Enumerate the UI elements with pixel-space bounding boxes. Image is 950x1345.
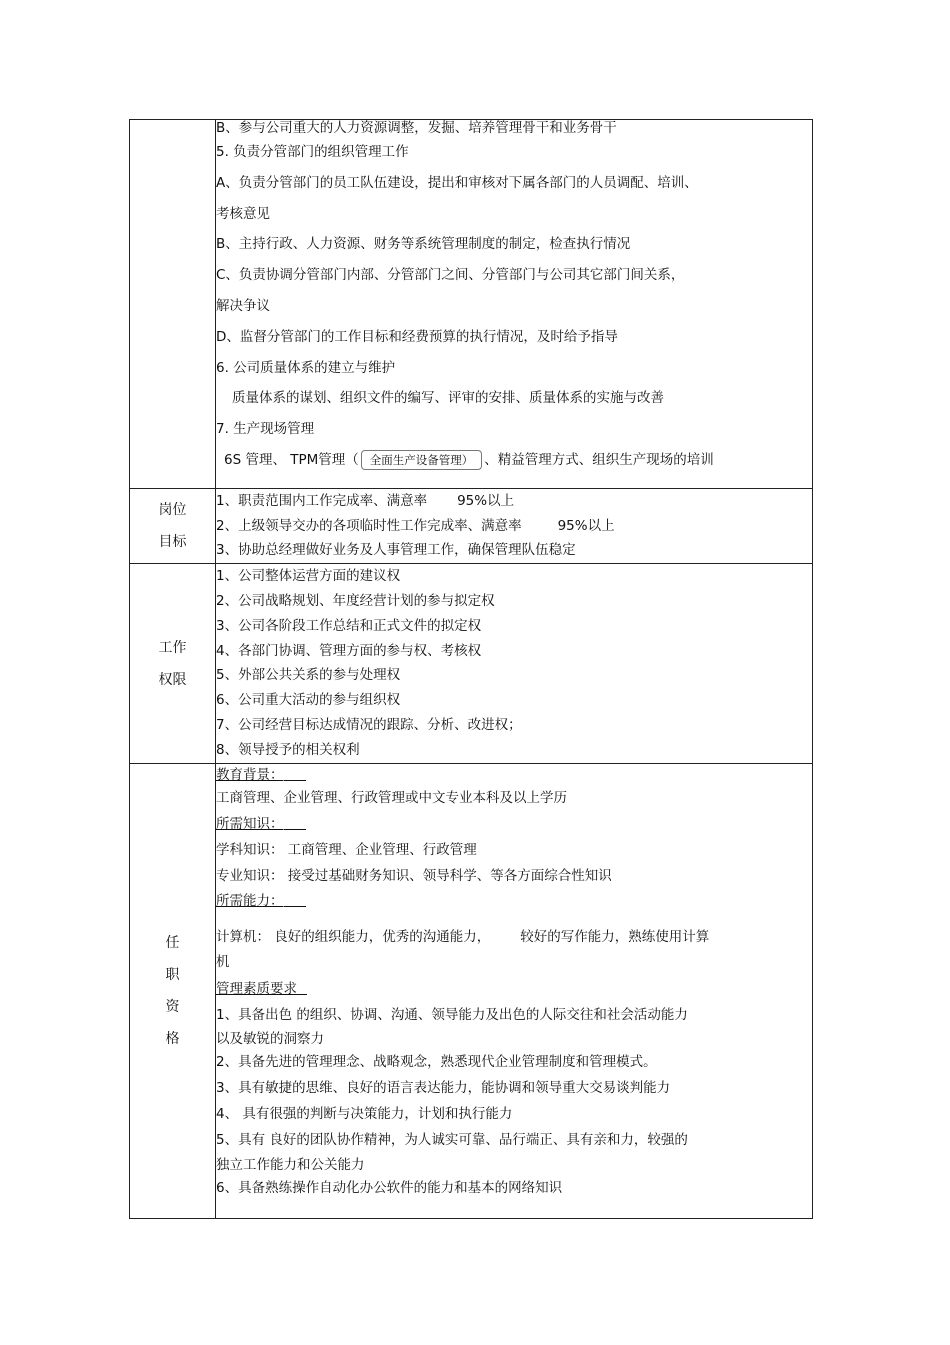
goal-item: 3、协助总经理做好业务及人事管理工作，确保管理队伍稳定 [216, 542, 576, 559]
authority-item: 2、公司战略规划、年度经营计划的参与拟定权 [216, 592, 495, 609]
goal-text: 2、上级领导交办的各项临时性工作完成率、满意率 [216, 517, 522, 534]
goals-row [130, 489, 813, 564]
mgmt-item: 1、具备出色 的组织、协调、沟通、领导能力及出色的人际交往和社会活动能力 [216, 1006, 688, 1023]
qualifications-label-cell [130, 764, 216, 1219]
duties-label-cell [130, 120, 216, 489]
authority-content [216, 564, 813, 764]
duty-6s-text-tail: 、精益管理方式、组织生产现场的培训 [484, 451, 714, 468]
duty-line: 考核意见 [216, 205, 270, 222]
authority-item: 8、领导授予的相关权利 [216, 741, 360, 758]
ability-heading-line [216, 889, 812, 915]
authority-item: 1、公司整体运营方面的建议权 [216, 568, 401, 585]
duty-line-6s [216, 445, 812, 476]
qualifications-label: 资 [165, 999, 180, 1016]
goal-value: 95%以上 [457, 493, 515, 509]
ability-text: 计算机： 良好的组织能力，优秀的沟通能力， [216, 929, 491, 946]
duty-line: B、参与公司重大的人力资源调整，发掘、培养管理骨干和业务骨干 [216, 120, 617, 136]
tpm-annotation-box: 全面生产设备管理） [361, 450, 483, 470]
mgmt-item: 3、具有敏捷的思维、良好的语言表达能力，能协调和领导重大交易谈判能力 [216, 1080, 671, 1097]
goal-value: 95%以上 [557, 517, 615, 534]
goal-text: 1、职责范围内工作完成率、满意率 [216, 493, 428, 509]
authority-item: 4、各部门协调、管理方面的参与权、考核权 [216, 642, 482, 659]
knowledge-professional: 专业知识： 接受过基础财务知识、领导科学、等各方面综合性知识 [216, 867, 612, 884]
edu-heading-line [216, 764, 812, 786]
goals-label: 目标 [158, 534, 187, 551]
duty-line: 5. 负责分管部门的组织管理工作 [216, 144, 409, 160]
duties-row [130, 120, 813, 489]
duty-line: C、负责协调分管部门内部、分管部门之间、分管部门与公司其它部门间关系， [216, 267, 685, 284]
duty-6s-text: 6S 管理、 TPM管理（ [224, 451, 359, 468]
mgmt-item-cont: 独立工作能力和公关能力 [216, 1156, 365, 1173]
knowledge-heading: 所需知识： [216, 815, 284, 832]
mgmt-item: 2、具备先进的管理理念、战略观念，熟悉现代企业管理制度和管理模式。 [216, 1054, 657, 1071]
mgmt-item: 4、 具有很强的判断与决策能力，计划和执行能力 [216, 1106, 513, 1123]
authority-item: 7、公司经营目标达成情况的跟踪、分析、改进权； [216, 716, 522, 733]
goals-content [216, 489, 813, 564]
duty-line: 6. 公司质量体系的建立与维护 [216, 359, 396, 376]
mgmt-item: 5、具有 良好的团队协作精神，为人诚实可靠、品行端正、具有亲和力，较强的 [216, 1131, 688, 1148]
goals-label: 岗位 [158, 502, 187, 519]
qualifications-label: 格 [165, 1031, 180, 1048]
authority-label-cell [130, 564, 216, 764]
mgmt-item-cont: 以及敏锐的洞察力 [216, 1031, 324, 1048]
goal-item [216, 489, 812, 514]
mgmt-item: 6、具备熟练操作自动化办公软件的能力和基本的网络知识 [216, 1179, 563, 1196]
ability-computer-cont: 机 [216, 953, 230, 970]
duty-line: 质量体系的谋划、组织文件的编写、评审的安排、质量体系的实施与改善 [232, 390, 664, 407]
duty-line: B、主持行政、人力资源、财务等系统管理制度的制定，检查执行情况 [216, 236, 631, 253]
authority-row [130, 564, 813, 764]
authority-item: 5、外部公共关系的参与处理权 [216, 667, 401, 684]
qualifications-content [216, 764, 813, 1219]
ability-computer [216, 925, 812, 951]
knowledge-heading-line [216, 812, 812, 838]
edu-text: 工商管理、企业管理、行政管理或中文专业本科及以上学历 [216, 790, 567, 807]
authority-item: 3、公司各阶段工作总结和正式文件的拟定权 [216, 617, 482, 634]
qualifications-row [130, 764, 813, 1219]
knowledge-subject: 学科知识： 工商管理、企业管理、行政管理 [216, 841, 477, 858]
ability-text: 较好的写作能力，熟练使用计算 [520, 929, 710, 946]
duty-line: 7. 生产现场管理 [216, 421, 315, 438]
mgmt-heading-line [216, 977, 812, 1003]
duties-content [216, 120, 813, 489]
qualifications-label: 职 [165, 967, 180, 984]
authority-label: 工作 [158, 639, 187, 656]
edu-heading: 教育背景： [216, 767, 284, 784]
authority-label: 权限 [158, 671, 187, 688]
qualifications-label: 任 [165, 935, 180, 952]
duty-line: 解决争议 [216, 297, 270, 314]
goals-label-cell [130, 489, 216, 564]
mgmt-heading: 管理素质要求 [216, 980, 297, 997]
goal-item [216, 514, 812, 539]
duty-line: D、监督分管部门的工作目标和经费预算的执行情况，及时给予指导 [216, 328, 618, 345]
authority-item: 6、公司重大活动的参与组织权 [216, 692, 401, 709]
ability-heading: 所需能力： [216, 893, 284, 910]
duty-line: A、负责分管部门的员工队伍建设，提出和审核对下属各部门的人员调配、培训、 [216, 174, 698, 191]
job-description-table [129, 119, 813, 1219]
